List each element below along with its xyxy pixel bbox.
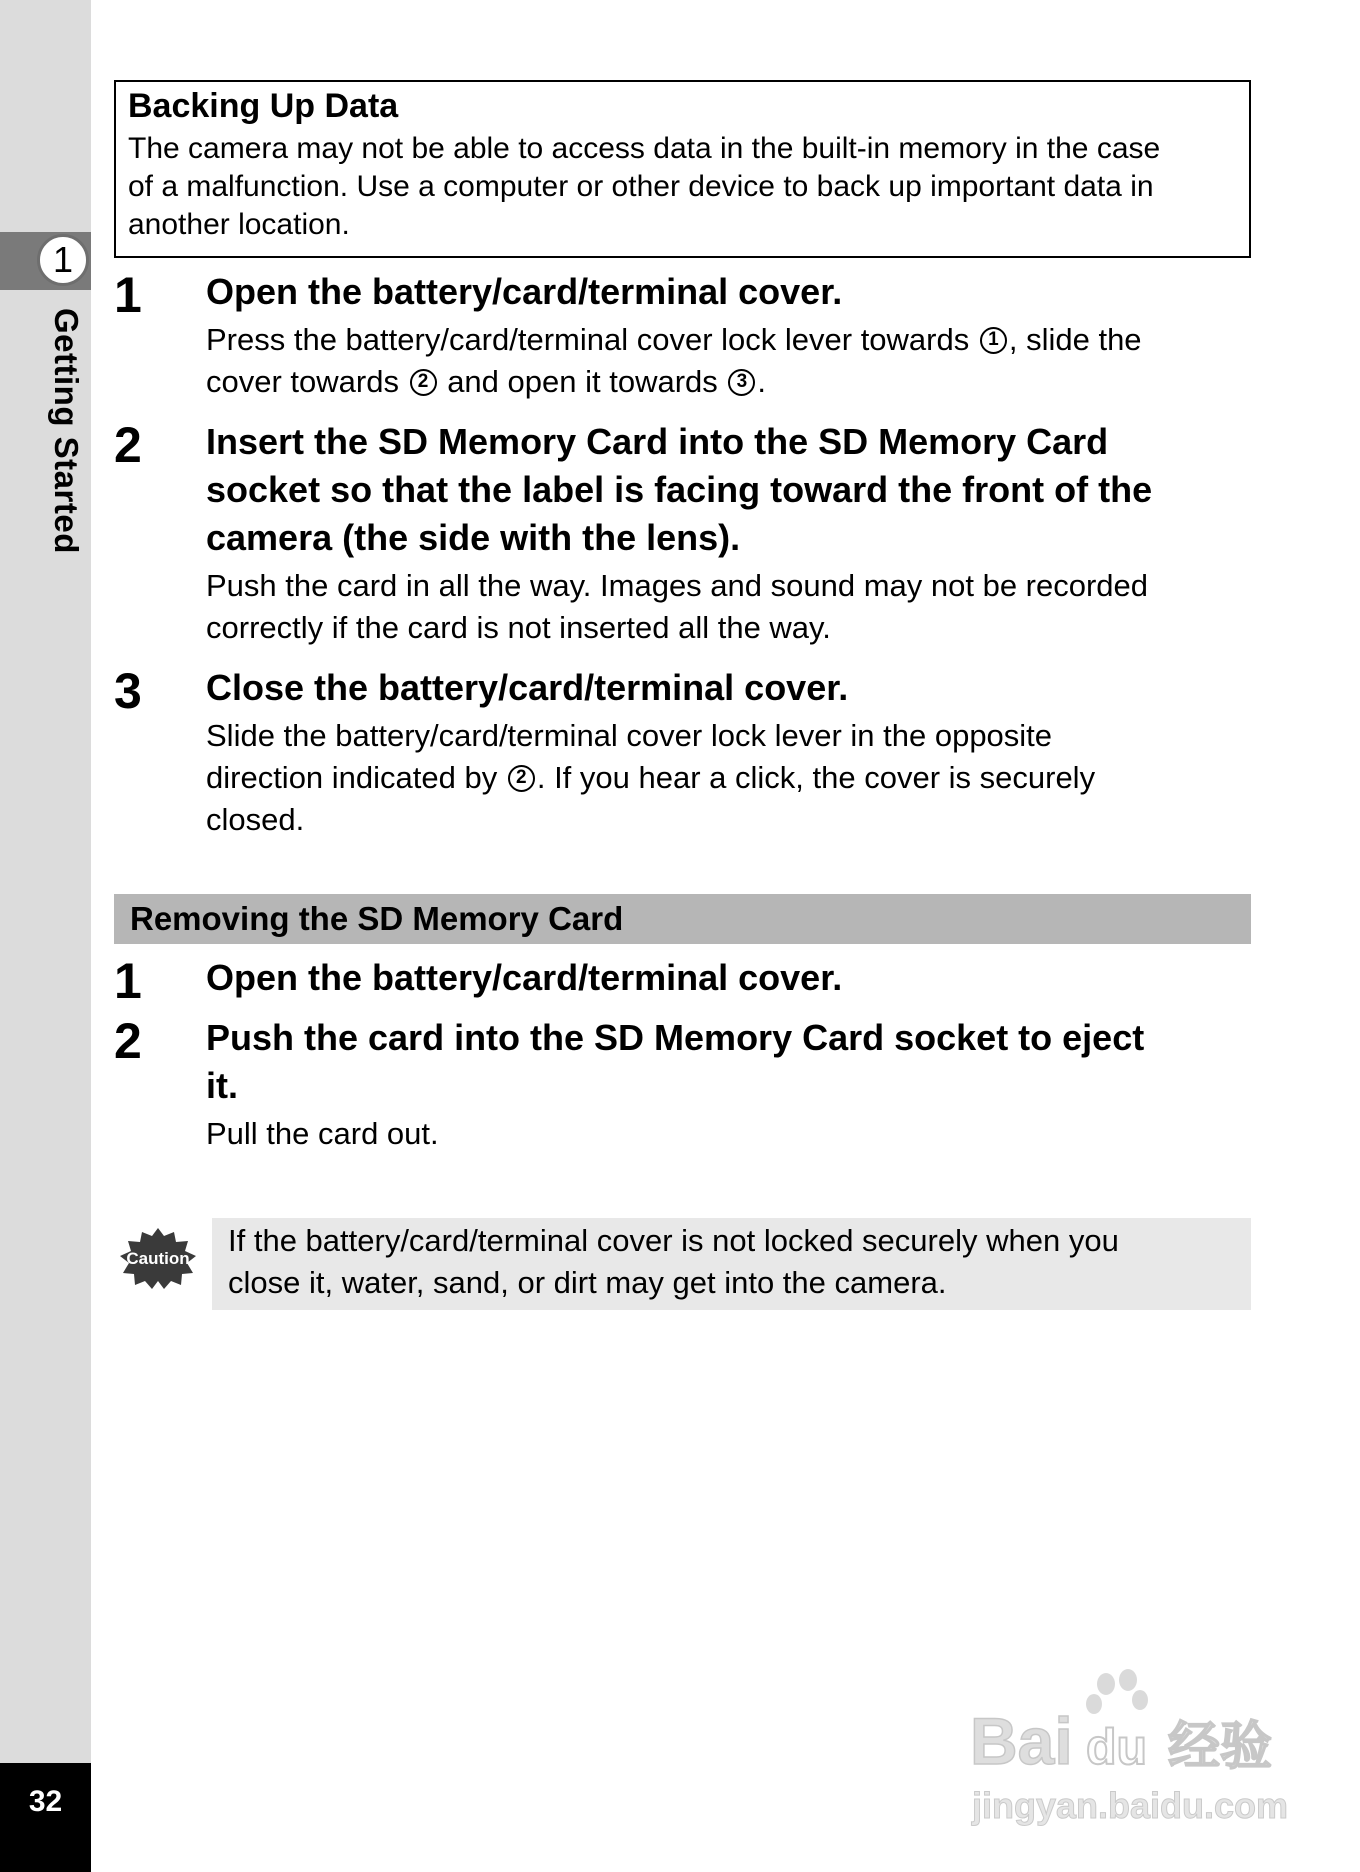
backup-note-box bbox=[114, 80, 1251, 258]
step-number: 1 bbox=[114, 267, 142, 323]
circled-number-icon: 3 bbox=[728, 369, 755, 396]
step-heading-line: Push the card into the SD Memory Card socket to eject bbox=[206, 1017, 1145, 1058]
insert-step-1 bbox=[114, 268, 1254, 403]
chapter-number-badge: 1 bbox=[37, 234, 89, 286]
step-text: and open it towards bbox=[438, 364, 727, 399]
step-heading: Open the battery/card/terminal cover. bbox=[206, 957, 843, 998]
step-text: direction indicated by bbox=[206, 760, 506, 795]
paw-icon bbox=[1086, 1669, 1148, 1714]
step-number: 2 bbox=[114, 417, 142, 473]
step-heading-line: socket so that the label is facing toward the front of the bbox=[206, 469, 1153, 510]
caution-line: close it, water, sand, or dirt may get into the camera. bbox=[228, 1265, 947, 1300]
step-text: cover towards bbox=[206, 364, 408, 399]
step-heading: Close the battery/card/terminal cover. bbox=[206, 667, 849, 708]
watermark-brand: Bai bbox=[970, 1704, 1073, 1778]
watermark-cn: 经验 bbox=[1168, 1717, 1273, 1777]
step-body bbox=[206, 715, 1254, 841]
step-body bbox=[206, 319, 1254, 403]
backup-note-line: The camera may not be able to access data in the built-in memory in the case bbox=[128, 132, 1161, 165]
insert-step-3 bbox=[114, 664, 1254, 841]
step-body-line: correctly if the card is not inserted all the way. bbox=[206, 610, 831, 645]
insert-step-2 bbox=[114, 418, 1254, 649]
step-body-line bbox=[206, 319, 1254, 361]
step-number: 1 bbox=[114, 953, 142, 1009]
remove-step-2 bbox=[114, 1014, 1254, 1155]
step-body-line bbox=[206, 757, 1254, 799]
circled-number-icon: 2 bbox=[410, 369, 437, 396]
chapter-title: Getting Started bbox=[48, 308, 85, 554]
watermark-url: jingyan.baidu.com bbox=[972, 1785, 1289, 1826]
step-body-line: Push the card in all the way. Images and sound may not be recorded bbox=[206, 568, 1149, 603]
step-body-line: Slide the battery/card/terminal cover lock lever in the opposite bbox=[206, 718, 1053, 753]
section-header: Removing the SD Memory Card bbox=[114, 894, 1251, 944]
remove-step-1 bbox=[114, 953, 1254, 1009]
step-heading-line: it. bbox=[206, 1065, 238, 1106]
caution-note bbox=[212, 1218, 1251, 1310]
step-heading-line: Insert the SD Memory Card into the SD Memory Card bbox=[206, 421, 1109, 462]
backup-note-line: another location. bbox=[128, 208, 350, 241]
backup-note-line: of a malfunction. Use a computer or other device to back up important data in bbox=[128, 170, 1154, 203]
step-number: 3 bbox=[114, 663, 142, 719]
watermark-brand-du: du bbox=[1086, 1719, 1148, 1775]
step-text: , slide the bbox=[1008, 322, 1142, 357]
circled-number-icon: 1 bbox=[980, 327, 1007, 354]
caution-icon-label: Caution bbox=[126, 1249, 190, 1268]
step-body: Pull the card out. bbox=[206, 1116, 439, 1151]
caution-line: If the battery/card/terminal cover is not locked securely when you bbox=[228, 1223, 1119, 1258]
step-text: . bbox=[757, 364, 766, 399]
backup-note-text bbox=[128, 130, 1237, 244]
baidu-watermark-logo bbox=[968, 1668, 1290, 1828]
step-heading bbox=[206, 418, 1254, 562]
backup-note-title: Backing Up Data bbox=[128, 87, 399, 125]
step-text: . If you hear a click, the cover is securely bbox=[536, 760, 1096, 795]
step-heading: Open the battery/card/terminal cover. bbox=[206, 271, 843, 312]
caution-icon bbox=[118, 1226, 198, 1290]
page-number: 32 bbox=[0, 1763, 91, 1872]
step-heading bbox=[206, 1014, 1254, 1110]
step-number: 2 bbox=[114, 1013, 142, 1069]
step-body bbox=[206, 565, 1254, 649]
step-body-line bbox=[206, 361, 1254, 403]
step-heading-line: camera (the side with the lens). bbox=[206, 517, 741, 558]
step-text: Press the battery/card/terminal cover lock lever towards bbox=[206, 322, 978, 357]
circled-number-icon: 2 bbox=[508, 765, 535, 792]
step-body-line: closed. bbox=[206, 802, 305, 837]
